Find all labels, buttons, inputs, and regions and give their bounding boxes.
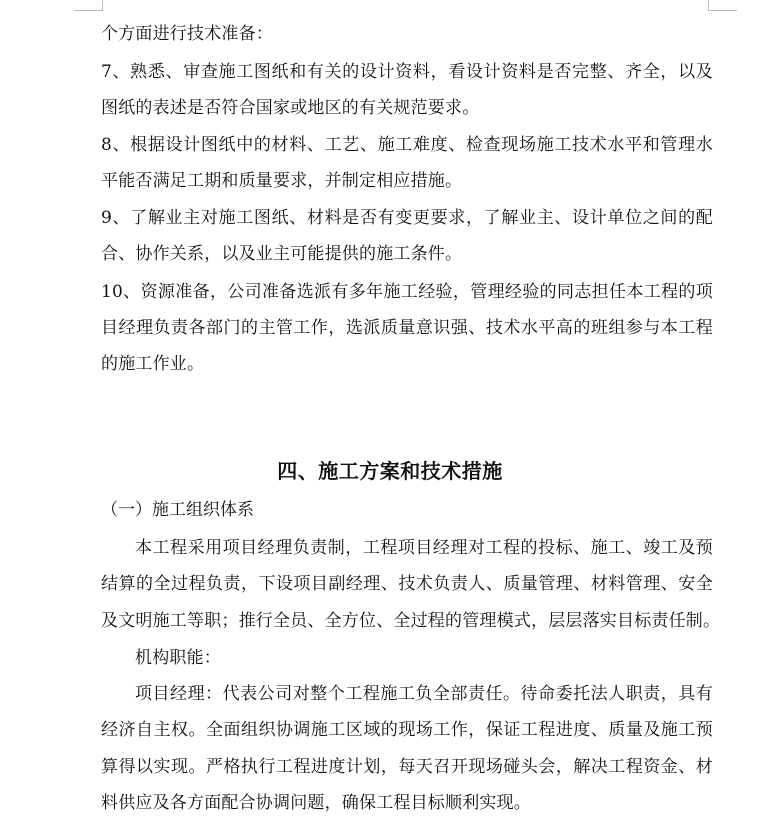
paragraph-line: 目经理负责各部门的主管工作，选派质量意识强、技术水平高的班组参与本工程 xyxy=(101,318,713,338)
paragraph-line: 算得以实现。严格执行工程进度计划，每天召开现场碰头会，解决工程资金、材 xyxy=(101,757,713,777)
paragraph-line: 平能否满足工期和质量要求，并制定相应措施。 xyxy=(101,171,463,191)
paragraph-line: 图纸的表述是否符合国家或地区的有关规范要求。 xyxy=(101,98,480,118)
paragraph-line: 结算的全过程负责，下设项目副经理、技术负责人、质量管理、材料管理、安全 xyxy=(101,574,713,594)
subsection-title: （一）施工组织体系 xyxy=(101,500,254,520)
paragraph-label: 机构职能： xyxy=(135,648,221,668)
paragraph-line: 经济自主权。全面组织协调施工区域的现场工作，保证工程进度、质量及施工预 xyxy=(101,720,713,740)
paragraph-line: 合、协作关系，以及业主可能提供的施工条件。 xyxy=(101,244,463,264)
paragraph-line: 8、根据设计图纸中的材料、工艺、施工难度、检查现场施工技术水平和管理水 xyxy=(101,135,713,155)
section-title: 四、施工方案和技术措施 xyxy=(277,459,503,483)
paragraph-line: 个方面进行技术准备： xyxy=(101,24,273,44)
paragraph-line: 料供应及各方面配合协调问题，确保工程目标顺利实现。 xyxy=(101,793,531,813)
paragraph-line: 9、了解业主对施工图纸、材料是否有变更要求，了解业主、设计单位之间的配 xyxy=(101,208,713,228)
page-corner-mark-right xyxy=(708,0,737,11)
paragraph-line: 及文明施工等职；推行全员、全方位、全过程的管理模式，层层落实目标责任制。 xyxy=(101,611,721,631)
paragraph-line: 本工程采用项目经理负责制，工程项目经理对工程的投标、施工、竣工及预 xyxy=(135,538,713,558)
page-corner-mark-left xyxy=(74,0,103,11)
paragraph-line: 项目经理：代表公司对整个工程施工负全部责任。待命委托法人职责，具有 xyxy=(135,684,713,704)
paragraph-line: 7、熟悉、审查施工图纸和有关的设计资料，看设计资料是否完整、齐全，以及 xyxy=(101,62,713,82)
paragraph-line: 10、资源准备，公司准备选派有多年施工经验，管理经验的同志担任本工程的项 xyxy=(101,282,713,302)
paragraph-line: 的施工作业。 xyxy=(101,354,205,374)
